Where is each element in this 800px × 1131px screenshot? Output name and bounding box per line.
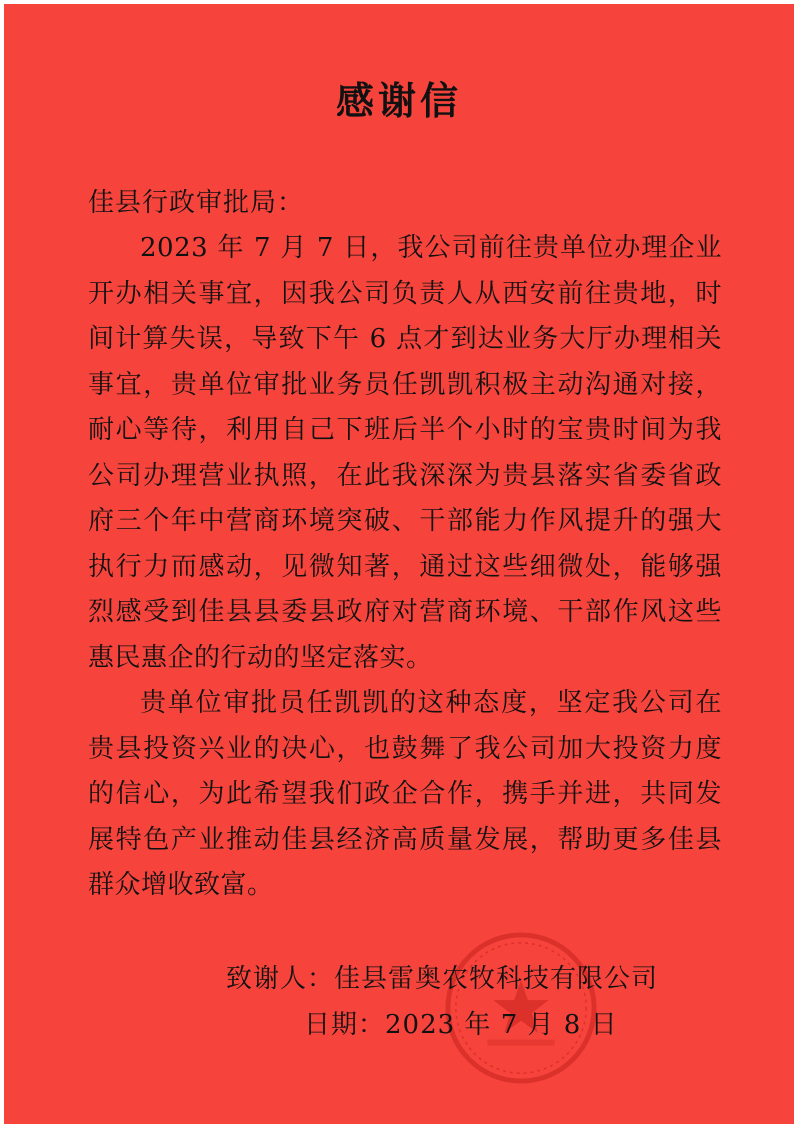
letter-body — [88, 226, 722, 909]
body-paragraph: 贵单位审批员任凯凯的这种态度，坚定我公司在贵县投资兴业的决心，也鼓舞了我公司加大投资力度的信心，为此希望我们政企合作，携手并进，共同发展特色产业推动佳县经济高质量发展，帮助更多佳县群众增收致富。 — [88, 688, 722, 900]
letter-title: 感谢信 — [335, 78, 462, 123]
salutation: 佳县行政审批局： — [88, 188, 305, 218]
signature-line: 致谢人：佳县雷奥农牧科技有限公司 — [226, 964, 659, 994]
date-line: 日期：2023 年 7 月 8 日 — [304, 1010, 618, 1040]
letter-page — [4, 4, 794, 1124]
body-paragraph: 2023 年 7 月 7 日，我公司前往贵单位办理企业开办相关事宜，因我公司负责人从西安前往贵地，时间计算失误，导致下午 6 点才到达业务大厅办理相关事宜，贵单位审批业务员任凯凯积极主动沟通对接，耐心等待，利用自己下班后半个小时的宝贵时间为我公司办理营业执照，在此我深深为贵县落实省委省政府三个年中营商环境突破、干部能力作风提升的强大执行力而感动，见微知著，通过这些细微处，能够强烈感受到佳县县委县政府对营商环境、干部作风这些惠民惠企的行动的坚定落实。 — [88, 233, 722, 673]
